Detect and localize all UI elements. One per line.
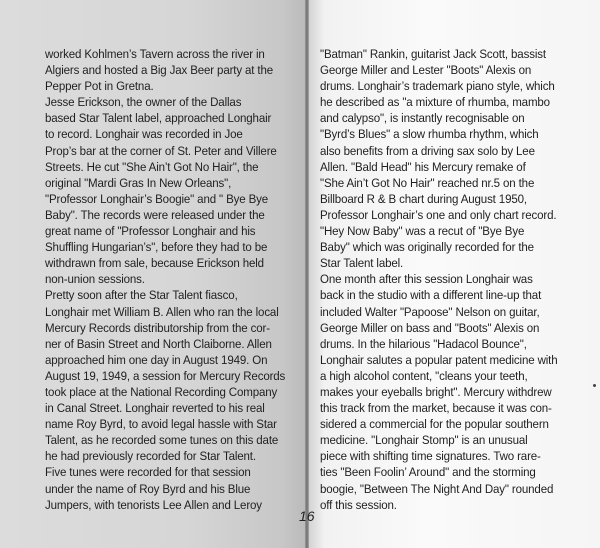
- text-line: ties "Been Foolin’ Around" and the storming: [320, 465, 536, 480]
- text-line: Mercury Records distributorship from the cor-: [45, 320, 270, 335]
- print-speck: [593, 384, 596, 387]
- text-line: Pepper Pot in Gretna.: [45, 79, 154, 94]
- text-line: Professor Longhair’s one and only chart record.: [320, 207, 557, 222]
- text-line: he had previously recorded for Star Talent.: [45, 449, 256, 464]
- text-line: Jumpers, with tenorists Lee Allen and Leroy: [45, 497, 262, 512]
- text-line: he described as "a mixture of rhumba, mambo: [320, 95, 550, 110]
- text-line: Billboard R & B chart during August 1950,: [320, 191, 527, 206]
- text-line: withdrawn from sale, because Erickson held: [45, 256, 264, 271]
- text-line: "Professor Longhair’s Boogie" and " Bye Bye: [45, 191, 269, 206]
- text-line: based Star Talent label, approached Longhair: [45, 111, 272, 126]
- text-line: "Byrd’s Blues" a slow rhumba rhythm, which: [320, 127, 539, 142]
- text-line: original "Mardi Gras In New Orleans",: [45, 175, 232, 190]
- text-line: Algiers and hosted a Big Jax Beer party at the: [45, 63, 274, 78]
- text-line: August 19, 1949, a session for Mercury Records: [45, 368, 286, 383]
- text-line: to record. Longhair was recorded in Joe: [45, 127, 243, 142]
- text-line: also benefits from a driving sax solo by Lee: [320, 143, 535, 158]
- text-line: boogie, "Between The Night And Day" rounded: [320, 481, 554, 496]
- text-line: "She Ain’t Got No Hair" reached nr.5 on the: [320, 175, 535, 190]
- text-line: Shuffling Hungarian’s", before they had to be: [45, 240, 268, 255]
- text-line: and calypso", is instantly recognisable on: [320, 111, 525, 126]
- text-line: drums. In the hilarious "Hadacol Bounce",: [320, 336, 527, 351]
- text-line: Pretty soon after the Star Talent fiasco,: [45, 288, 238, 303]
- text-line: included Walter "Papoose" Nelson on guitar,: [320, 304, 540, 319]
- text-line: Allen. "Bald Head" his Mercury remake of: [320, 159, 526, 174]
- text-line: Longhair met William B. Allen who ran the local: [45, 304, 279, 319]
- text-line: Streets. He cut "She Ain’t Got No Hair", the: [45, 159, 259, 174]
- text-line: George Miller on bass and "Boots" Alexis on: [320, 320, 540, 335]
- text-line: this track from the market, because it was con-: [320, 401, 552, 416]
- text-line: Longhair salutes a popular patent medicine with: [320, 352, 558, 367]
- text-line: under the name of Roy Byrd and his Blue: [45, 481, 251, 496]
- text-line: "Batman" Rankin, guitarist Jack Scott, bassist: [320, 47, 546, 61]
- text-line: sidered a commercial for the popular southern: [320, 417, 549, 432]
- text-line: took place at the National Recording Company: [45, 384, 278, 399]
- right-text-column: [320, 46, 576, 513]
- text-line: Prop’s bar at the corner of St. Peter and Villere: [45, 143, 277, 158]
- text-line: ner of Basin Street and North Claiborne. Allen: [45, 336, 272, 351]
- page-gutter: [305, 0, 309, 548]
- text-line: makes your eyeballs bright". Mercury withdrew: [320, 384, 552, 399]
- page-number: 16: [299, 508, 315, 524]
- text-line: One month after this session Longhair was: [320, 272, 533, 287]
- text-line: Five tunes were recorded for that session: [45, 465, 251, 480]
- text-line: Star Talent label.: [320, 256, 404, 271]
- text-line: Baby". The records were released under the: [45, 207, 265, 222]
- text-line: name Roy Byrd, to avoid legal hassle with Star: [45, 417, 277, 432]
- text-line: in Canal Street. Longhair reverted to his real: [45, 401, 265, 416]
- text-line: piece with shifting time signatures. Two rare-: [320, 449, 541, 464]
- text-line: off this session.: [320, 497, 397, 512]
- text-line: back in the studio with a different line-up that: [320, 288, 542, 303]
- text-line: approached him one day in August 1949. On: [45, 352, 268, 367]
- text-line: Jesse Erickson, the owner of the Dallas: [45, 95, 242, 110]
- left-text-column: [45, 46, 294, 513]
- text-line: Talent, as he recorded some tunes on this date: [45, 433, 279, 448]
- text-line: worked Kohlmen’s Tavern across the river in: [45, 47, 265, 61]
- text-line: "Hey Now Baby" was a recut of "Bye Bye: [320, 224, 525, 239]
- text-line: drums. Longhair’s trademark piano style, which: [320, 79, 555, 94]
- text-line: medicine. "Longhair Stomp" is an unusual: [320, 433, 528, 448]
- text-line: Baby" which was originally recorded for the: [320, 240, 534, 255]
- text-line: a high alcohol content, "cleans your teeth,: [320, 368, 528, 383]
- text-line: great name of "Professor Longhair and his: [45, 224, 256, 239]
- text-line: George Miller and Lester "Boots" Alexis on: [320, 63, 532, 78]
- text-line: non-union sessions.: [45, 272, 145, 287]
